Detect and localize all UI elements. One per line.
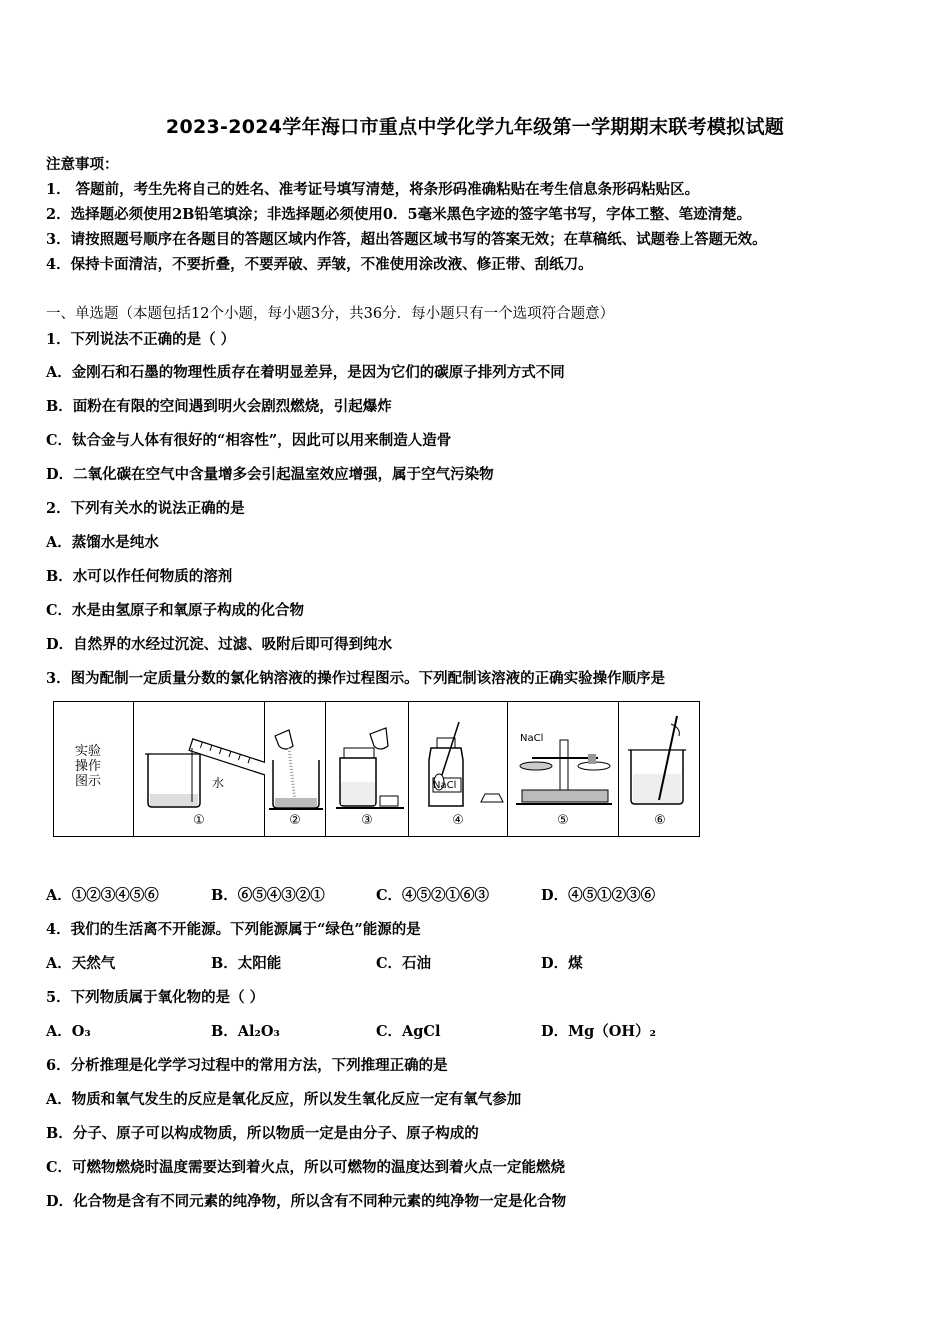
q6-option-d: D．化合物是含有不同元素的纯净物，所以含有不同种元素的纯净物一定是化合物	[46, 1193, 567, 1210]
notice-item: 2．选择题必须使用2B铅笔填涂；非选择题必须使用0．5毫米黑色字迹的签字笔书写，字体工整、笔迹清楚。	[46, 206, 752, 223]
q1-option-a: A．金刚石和石墨的物理性质存在着明显差异，是因为它们的碳原子排列方式不同	[46, 364, 565, 381]
water-label: 水	[212, 776, 225, 790]
q1-option-c: C．钛合金与人体有很好的“相容性”，因此可以用来制造人造骨	[46, 432, 452, 449]
q2-option-a: A．蒸馏水是纯水	[46, 534, 159, 551]
q6-stem: 6．分析推理是化学学习过程中的常用方法，下列推理正确的是	[46, 1057, 448, 1074]
figure-header: 实验 操作 图示	[74, 744, 101, 789]
figure-step-4	[409, 702, 508, 836]
notice-item: 3．请按照题号顺序在各题目的答题区域内作答，超出答题区域书写的答案无效；在草稿纸、试题卷上答题无效。	[46, 231, 767, 248]
q4-stem: 4．我们的生活离不开能源。下列能源属于“绿色”能源的是	[46, 921, 421, 938]
q3-option-b: B．⑥⑤④③②①	[211, 887, 325, 904]
page-title: 2023-2024学年海口市重点中学化学九年级第一学期期末联考模拟试题	[165, 116, 785, 138]
section-heading: 一、单选题（本题包括12个小题，每小题3分，共36分．每小题只有一个选项符合题意）	[46, 306, 615, 322]
figure-step-6	[619, 702, 701, 836]
q5-option-d: D．Mg（OH）₂	[541, 1023, 656, 1040]
q5-option-b: B．Al₂O₃	[211, 1023, 280, 1040]
q6-option-b: B．分子、原子可以构成物质，所以物质一定是由分子、原子构成的	[46, 1125, 479, 1142]
q4-option-b: B．太阳能	[211, 955, 282, 972]
q2-option-c: C．水是由氢原子和氧原子构成的化合物	[46, 602, 305, 619]
notice-item: 1． 答题前，考生先将自己的姓名、准考证号填写清楚，将条形码准确粘贴在考生信息条形码粘贴区。	[46, 181, 700, 198]
step-label: ②	[289, 813, 301, 828]
q3-stem: 3．图为配制一定质量分数的氯化钠溶液的操作过程图示。下列配制该溶液的正确实验操作顺序是	[46, 670, 666, 687]
bottle-label: NaCl	[433, 780, 457, 791]
figure-step-2	[265, 702, 326, 836]
step-label: ③	[361, 813, 373, 828]
q1-option-b: B．面粉在有限的空间遇到明火会剧烈燃烧，引起爆炸	[46, 398, 392, 415]
notice-item: 4．保持卡面清洁，不要折叠，不要弄破、弄皱，不准使用涂改液、修正带、刮纸刀。	[46, 256, 593, 273]
q3-options	[46, 884, 746, 905]
q2-stem: 2．下列有关水的说法正确的是	[46, 500, 245, 517]
step-label: ①	[193, 813, 205, 828]
figure-step-5	[508, 702, 619, 836]
step-label: ⑤	[557, 813, 569, 828]
figure-header-cell	[54, 702, 134, 836]
figure-step-1	[134, 702, 265, 836]
q3-figure	[53, 701, 700, 837]
q4-option-a: A．天然气	[46, 955, 116, 972]
q5-option-c: C．AgCl	[376, 1023, 441, 1040]
notice-heading: 注意事项：	[46, 156, 119, 173]
q3-option-c: C．④⑤②①⑥③	[376, 887, 490, 904]
nacl-label: NaCl	[520, 733, 544, 744]
q2-option-b: B．水可以作任何物质的溶剂	[46, 568, 233, 585]
q5-option-a: A．O₃	[46, 1023, 91, 1040]
step-label: ⑥	[654, 813, 666, 828]
q3-option-a: A．①②③④⑤⑥	[46, 887, 159, 904]
step-label: ④	[452, 813, 464, 828]
q2-option-d: D．自然界的水经过沉淀、过滤、吸附后即可得到纯水	[46, 636, 393, 653]
q6-option-a: A．物质和氧气发生的反应是氧化反应，所以发生氧化反应一定有氧气参加	[46, 1091, 522, 1108]
figure-step-3	[326, 702, 409, 836]
q4-option-c: C．石油	[376, 955, 432, 972]
q4-option-d: D．煤	[541, 955, 583, 972]
q6-option-c: C．可燃物燃烧时温度需要达到着火点，所以可燃物的温度达到着火点一定能燃烧	[46, 1159, 566, 1176]
q5-options	[46, 1020, 746, 1041]
q3-option-d: D．④⑤①②③⑥	[541, 887, 656, 904]
q5-stem: 5．下列物质属于氧化物的是（ ）	[46, 989, 265, 1006]
q1-option-d: D．二氧化碳在空气中含量增多会引起温室效应增强，属于空气污染物	[46, 466, 494, 483]
q1-stem: 1．下列说法不正确的是（ ）	[46, 331, 236, 348]
q4-options	[46, 952, 746, 973]
